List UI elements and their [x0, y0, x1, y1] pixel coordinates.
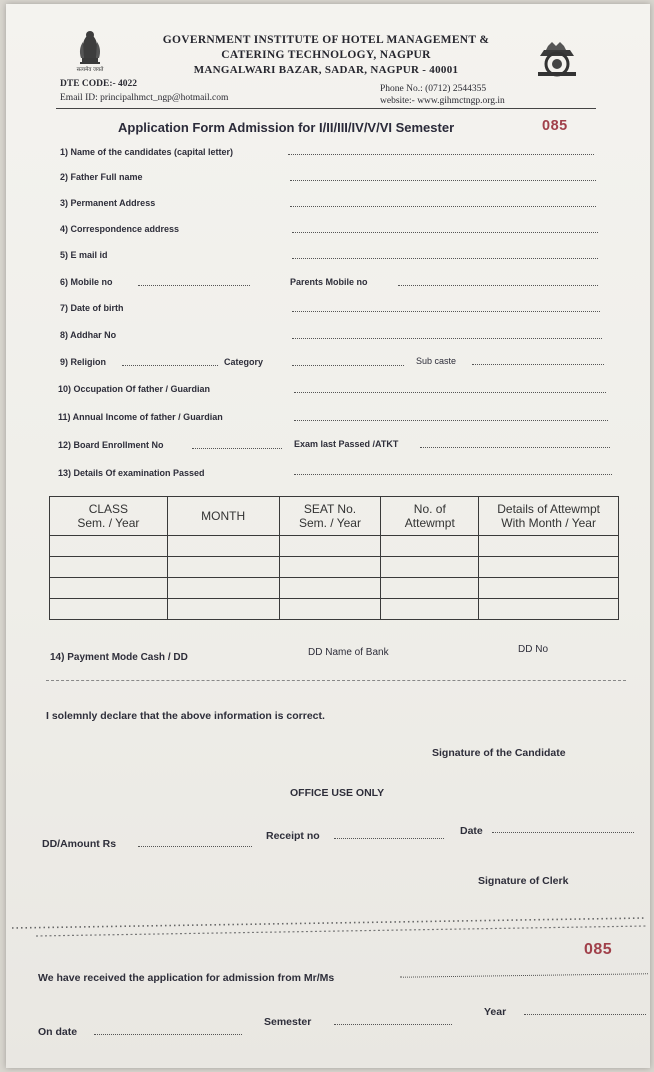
- semester-label: Semester: [264, 1016, 312, 1028]
- field-label-mobile: 6) Mobile no: [60, 277, 113, 287]
- field-label-board-enrollment: 12) Board Enrollment No: [58, 440, 164, 450]
- table-header-row: [50, 497, 619, 536]
- field-line-dob[interactable]: [292, 311, 600, 312]
- table-row: [50, 599, 619, 620]
- field-label-exam-details: 13) Details Of examination Passed: [58, 468, 205, 478]
- field-label-father-name: 2) Father Full name: [60, 172, 143, 182]
- field-label-permanent-address: 3) Permanent Address: [60, 198, 156, 208]
- field-line-exam-last-passed[interactable]: [420, 447, 610, 448]
- table-body: [50, 536, 619, 620]
- dte-code: DTE CODE:- 4022: [60, 79, 138, 89]
- field-line-category[interactable]: [292, 365, 404, 366]
- institute-name-line1: GOVERNMENT INSTITUTE OF HOTEL MANAGEMENT &: [162, 34, 490, 46]
- col-header-seat-no: SEAT No. Sem. / Year: [279, 497, 381, 536]
- col-header-class: CLASS Sem. / Year: [50, 497, 168, 536]
- table-row: [50, 536, 619, 557]
- form-title: Application Form Admission for I/II/III/IV/V/VI Semester: [118, 120, 455, 135]
- dd-amount-line[interactable]: [138, 846, 252, 847]
- field-line-father-name[interactable]: [290, 180, 596, 181]
- phone-number: Phone No.: (0712) 2544355: [380, 84, 487, 94]
- field-label-aadhar: 8) Addhar No: [60, 330, 117, 340]
- field-line-sub-caste[interactable]: [472, 364, 604, 365]
- field-label-annual-income: 11) Annual Income of father / Guardian: [58, 412, 223, 422]
- field-line-religion[interactable]: [122, 365, 218, 366]
- emblem-caption: सत्यमेव जयते: [76, 67, 104, 73]
- perforation-divider: [6, 908, 650, 942]
- year-label: Year: [484, 1006, 507, 1018]
- field-line-aadhar[interactable]: [292, 338, 602, 339]
- col-header-attempts: No. of Attewmpt: [381, 497, 479, 536]
- table-row: [50, 557, 619, 578]
- field-line-parents-mobile[interactable]: [398, 285, 598, 286]
- clerk-signature-label: Signature of Clerk: [478, 875, 569, 887]
- dd-bank-label: DD Name of Bank: [308, 647, 389, 658]
- field-line-email[interactable]: [292, 258, 598, 259]
- receipt-number: 085: [584, 941, 613, 958]
- field-label-email: 5) E mail id: [60, 250, 108, 260]
- on-date-line[interactable]: [94, 1034, 242, 1035]
- institute-name-line2: CATERING TECHNOLOGY, NAGPUR: [221, 49, 431, 61]
- application-form-sheet: [6, 4, 650, 1068]
- institute-address: MANGALWARI BAZAR, SADAR, NAGPUR - 40001: [193, 64, 459, 76]
- field-line-permanent-address[interactable]: [290, 206, 596, 207]
- dd-no-label: DD No: [518, 644, 549, 655]
- field-label-parents-mobile: Parents Mobile no: [290, 277, 368, 287]
- field-label-category: Category: [224, 357, 264, 367]
- candidate-signature-label: Signature of the Candidate: [432, 747, 566, 759]
- field-line-exam-details[interactable]: [294, 474, 612, 475]
- col-header-attempt-details: Details of Attewmpt With Month / Year: [479, 497, 619, 536]
- form-number: 085: [542, 118, 568, 134]
- received-application-text: We have received the application for admission from Mr/Ms: [38, 972, 335, 984]
- email-id: Email ID: principalhmct_ngp@hotmail.com: [60, 93, 229, 103]
- on-date-label: On date: [38, 1026, 78, 1038]
- field-label-sub-caste: Sub caste: [416, 356, 457, 366]
- website: website:- www.gihmctngp.org.in: [380, 96, 505, 106]
- field-line-name[interactable]: [288, 154, 594, 155]
- field-label-exam-last-passed: Exam last Passed /ATKT: [294, 439, 399, 449]
- payment-line[interactable]: [46, 680, 626, 681]
- declaration-text: I solemnly declare that the above information is correct.: [46, 710, 325, 722]
- field-line-correspondence-address[interactable]: [292, 232, 598, 233]
- exam-details-table: [49, 496, 619, 620]
- col-header-month: MONTH: [167, 497, 279, 536]
- receipt-no-label: Receipt no: [266, 830, 320, 842]
- field-label-correspondence-address: 4) Correspondence address: [60, 224, 180, 234]
- header-divider: [56, 108, 596, 109]
- field-label-name: 1) Name of the candidates (capital letter): [60, 147, 234, 157]
- institute-logo-icon: [534, 42, 580, 80]
- office-use-heading: OFFICE USE ONLY: [290, 787, 385, 799]
- field-label-occupation: 10) Occupation Of father / Guardian: [58, 384, 211, 394]
- date-label: Date: [460, 825, 483, 837]
- field-label-dob: 7) Date of birth: [60, 303, 124, 313]
- field-line-board-enrollment[interactable]: [192, 448, 282, 449]
- payment-mode-label: 14) Payment Mode Cash / DD: [50, 652, 188, 663]
- date-line[interactable]: [492, 832, 634, 833]
- field-line-annual-income[interactable]: [294, 420, 608, 421]
- year-line[interactable]: [524, 1014, 646, 1015]
- field-line-mobile[interactable]: [138, 285, 250, 286]
- semester-line[interactable]: [334, 1024, 452, 1025]
- dd-amount-label: DD/Amount Rs: [42, 838, 117, 850]
- field-line-occupation[interactable]: [294, 392, 606, 393]
- applicant-name-line[interactable]: [400, 973, 648, 977]
- table-row: [50, 578, 619, 599]
- field-label-religion: 9) Religion: [60, 357, 107, 367]
- receipt-no-line[interactable]: [334, 838, 444, 839]
